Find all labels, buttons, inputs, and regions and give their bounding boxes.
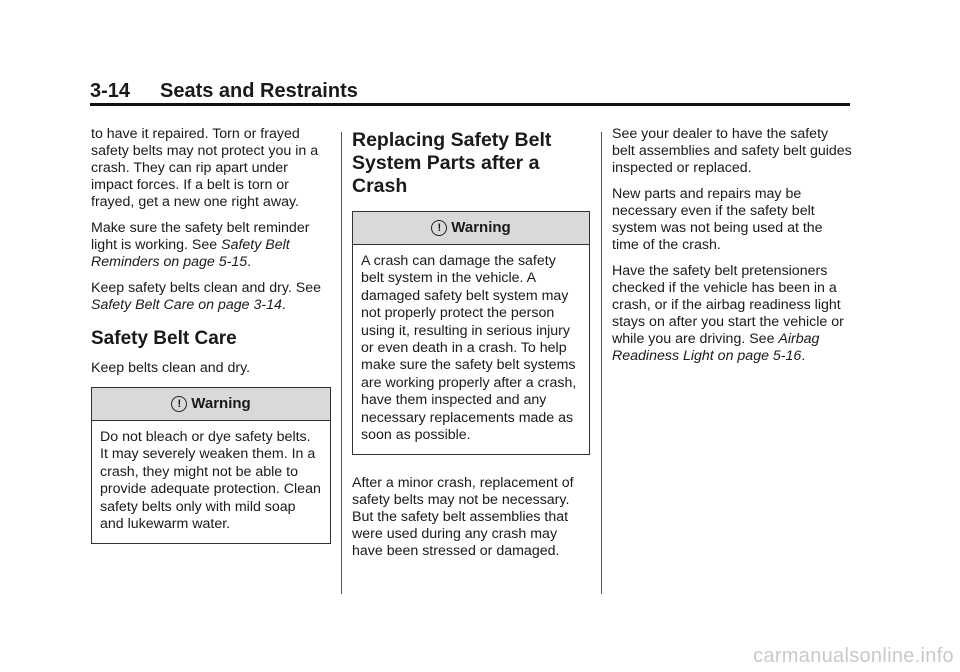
paragraph: Make sure the safety belt reminder light is working. See Safety Belt Reminders on page 5-15.: [91, 220, 310, 270]
warning-box: [352, 211, 590, 455]
section-heading: Safety Belt Care: [91, 328, 237, 349]
column-2: [352, 126, 590, 569]
column-divider-1: [341, 132, 342, 594]
cross-reference-link[interactable]: Safety Belt Reminders on page 5-15: [91, 237, 290, 270]
cross-reference-link[interactable]: Safety Belt Care on page 3-14: [91, 297, 282, 313]
header-rule: [90, 103, 850, 106]
paragraph: New parts and repairs may be necessary even if the safety belt system was not being used at the time of the crash.: [612, 186, 823, 253]
section-title: Seats and Restraints: [160, 80, 358, 102]
paragraph: to have it repaired. Torn or frayed safety belts may not protect you in a crash. They can rip apart under impact forces. If a belt is torn or frayed, get a new one right away.: [91, 126, 319, 210]
warning-icon: !: [171, 396, 187, 412]
column-divider-2: [601, 132, 602, 594]
paragraph: After a minor crash, replacement of safety belts may not be necessary. But the safety belt assemblies that were used during any crash may have been stressed or damaged.: [352, 475, 574, 560]
warning-title: Warning: [191, 395, 251, 412]
warning-icon: !: [431, 220, 447, 236]
paragraph: Keep safety belts clean and dry. See Safety Belt Care on page 3-14.: [91, 280, 322, 313]
warning-box: [91, 387, 331, 544]
warning-body: A crash can damage the safety belt system in the vehicle. A damaged safety belt system may not properly protect the person using it, resulting in serious injury or even death in a crash. To help make sure the safety belt systems are working properly after a crash, have them inspected and any necessary replacements made as soon as possible.: [361, 253, 577, 444]
page-number: 3-14: [90, 80, 131, 102]
paragraph: Have the safety belt pretensioners checked if the vehicle has been in a crash, or if the airbag readiness light stays on after you start the vehicle or while you are driving. See Airbag Readiness Light on page 5-16.: [612, 263, 844, 364]
warning-header: [92, 388, 330, 421]
column-3: [612, 126, 852, 374]
paragraph: Keep belts clean and dry.: [91, 360, 251, 376]
section-heading: Replacing Safety Belt System Parts after a Crash: [352, 129, 552, 197]
column-1: [91, 126, 331, 558]
paragraph: See your dealer to have the safety belt assemblies and safety belt guides inspected or replaced.: [612, 126, 852, 176]
warning-title: Warning: [451, 219, 511, 236]
watermark: carmanualsonline.info: [753, 645, 954, 667]
warning-body: Do not bleach or dye safety belts. It may severely weaken them. In a crash, they might not be able to provide adequate protection. Clean safety belts only with mild soap and lukewarm water.: [100, 429, 321, 533]
warning-header: [353, 212, 589, 245]
cross-reference-link[interactable]: Airbag Readiness Light on page 5-16: [612, 331, 820, 364]
